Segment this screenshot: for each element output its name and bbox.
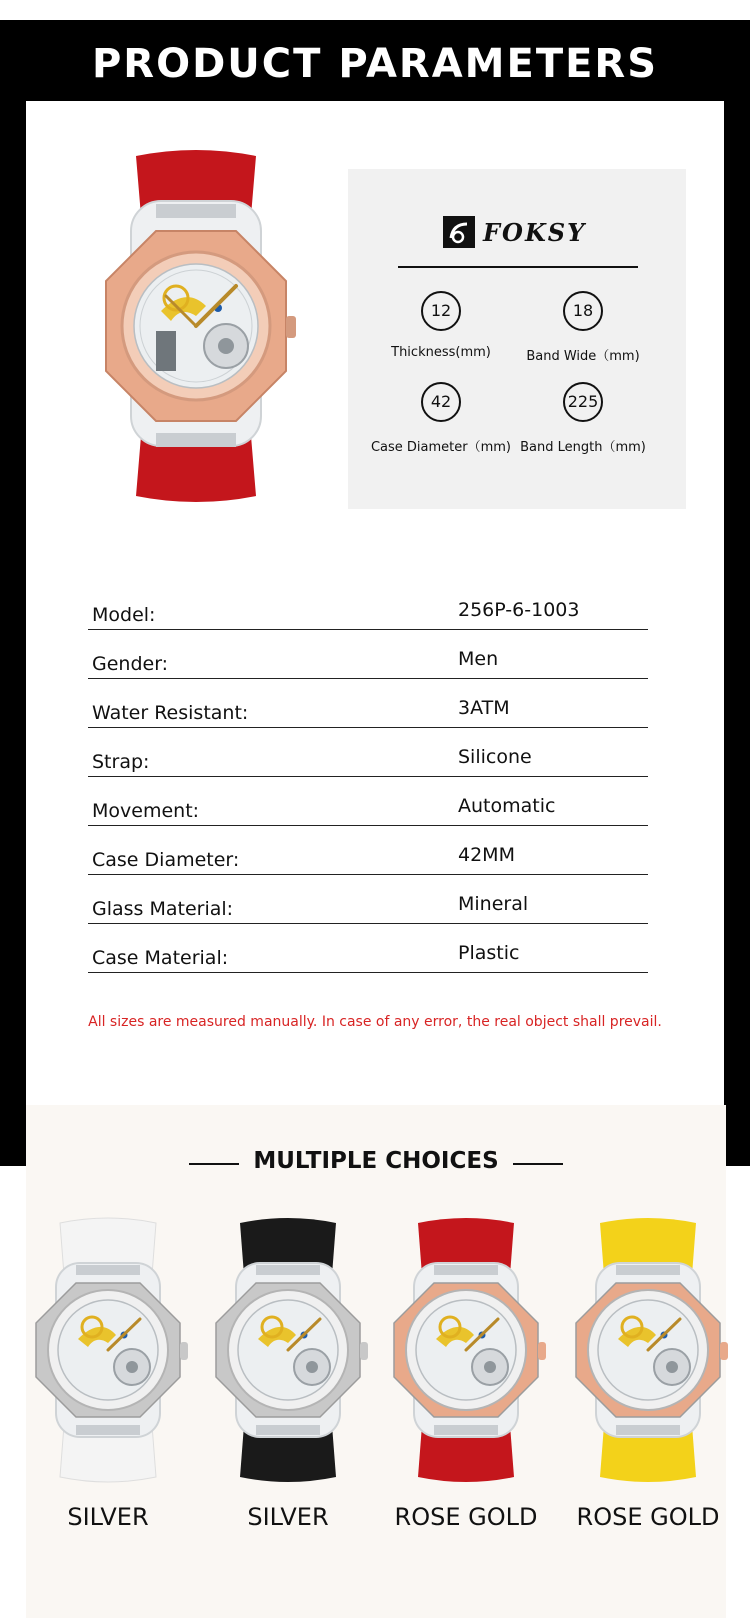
spec-value: Mineral [458, 893, 529, 915]
variant-watch-image [198, 1215, 378, 1485]
spec-key: Glass Material: [92, 898, 234, 920]
spec-key: Model: [92, 604, 156, 626]
spec-value: Plastic [458, 942, 520, 964]
spec-row-gender [88, 630, 648, 679]
spec-row-movement [88, 777, 648, 826]
spec-row-case-diameter [88, 826, 648, 875]
metric-band-length [508, 382, 658, 455]
spec-table [88, 581, 648, 973]
spec-key: Movement: [92, 800, 200, 822]
spec-row-case-material [88, 924, 648, 973]
choices-title: MULTIPLE CHOICES [253, 1148, 499, 1174]
spec-value: 42MM [458, 844, 515, 866]
metric-label: Band Wide（mm) [526, 349, 640, 364]
brand-logo [443, 214, 586, 250]
page-title: PRODUCT PARAMETERS [91, 41, 659, 87]
spec-value: 256P-6-1003 [458, 599, 580, 621]
variant-label: SILVER [67, 1503, 149, 1531]
variant-option[interactable] [558, 1215, 738, 1531]
variant-option[interactable] [18, 1215, 198, 1531]
foksy-logo-icon [443, 216, 475, 248]
choices-header [26, 1143, 726, 1179]
metric-label: Case Diameter（mm) [370, 440, 512, 455]
metric-value: 18 [563, 291, 603, 331]
variant-label: SILVER [247, 1503, 329, 1531]
spec-value: Silicone [458, 746, 532, 768]
metric-band-wide [508, 291, 658, 364]
variant-watch-image [376, 1215, 556, 1485]
spec-key: Water Resistant: [92, 702, 249, 724]
disclaimer-text: All sizes are measured manually. In case of any error, the real object shall prevail. [88, 1014, 662, 1030]
spec-key: Case Material: [92, 947, 229, 969]
spec-row-model [88, 581, 648, 630]
spec-row-water-resistant [88, 679, 648, 728]
spec-row-glass-material [88, 875, 648, 924]
parameters-panel [26, 101, 724, 1129]
spec-card [348, 169, 686, 509]
multiple-choices-section [26, 1105, 726, 1618]
spec-row-strap [88, 728, 648, 777]
metric-value: 225 [563, 382, 603, 422]
spec-value: 3ATM [458, 697, 510, 719]
spec-value: Men [458, 648, 499, 670]
divider [398, 266, 638, 268]
spec-key: Case Diameter: [92, 849, 240, 871]
variant-watch-image [18, 1215, 198, 1485]
brand-name: FOKSY [483, 217, 587, 247]
spec-value: Automatic [458, 795, 556, 817]
divider [513, 1163, 563, 1165]
metric-thickness [366, 291, 516, 360]
variant-option[interactable] [376, 1215, 556, 1531]
divider [189, 1163, 239, 1165]
metric-case-diameter [366, 382, 516, 455]
metric-label: Thickness(mm) [391, 345, 491, 360]
variant-label: ROSE GOLD [576, 1503, 720, 1531]
metric-value: 42 [421, 382, 461, 422]
spec-key: Strap: [92, 751, 150, 773]
variant-label: ROSE GOLD [394, 1503, 538, 1531]
variant-watch-image [558, 1215, 738, 1485]
variant-option[interactable] [198, 1215, 378, 1531]
metric-value: 12 [421, 291, 461, 331]
spec-key: Gender: [92, 653, 169, 675]
hero-watch-image [86, 146, 306, 506]
product-parameters-section [0, 20, 750, 1166]
metric-label: Band Length（mm) [520, 440, 646, 455]
